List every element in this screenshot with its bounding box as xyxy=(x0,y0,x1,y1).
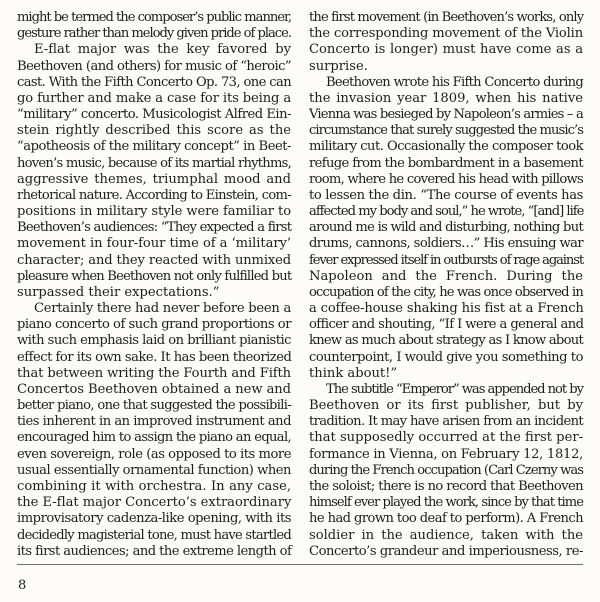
text-line: The subtitle “Emperor” was appended not by xyxy=(326,381,583,397)
footer-rule xyxy=(17,564,583,565)
text-line: formance in Vienna, on February 12, 1812, xyxy=(309,446,583,462)
text-line: cast. With the Fifth Concerto Op. 73, one can xyxy=(17,74,292,90)
text-line: E-flat major was the key favored by xyxy=(34,42,291,58)
text-line: counterpoint, I would give you something to xyxy=(309,349,583,365)
text-line: positions in military style were familiar to xyxy=(17,204,291,220)
text-line: to lessen the din. “The course of events has xyxy=(309,187,584,203)
text-line: the invasion year 1809, when his native xyxy=(309,90,583,106)
text-line: think about!” xyxy=(309,365,398,381)
text-line: during the French occupation (Carl Czerny was xyxy=(309,462,583,478)
text-line: might be termed the composer’s public manner, xyxy=(17,10,292,25)
text-line: Beethoven’s audiences: “They expected a first xyxy=(17,220,292,236)
text-line: Napoleon and the French. During the xyxy=(309,268,583,284)
text-line: Concerto is longer) must have come as a xyxy=(309,42,583,58)
text-line: knew as much about strategy as I know about xyxy=(309,333,583,349)
text-line: the corresponding movement of the Violin xyxy=(309,26,584,42)
text-line: decidedly magisterial tone, must have startled xyxy=(17,527,291,543)
text-line: surprise. xyxy=(309,58,368,74)
text-line: the first movement (in Beethoven’s works, only xyxy=(309,10,584,25)
text-line: hoven’s music, because of its martial rhythms, xyxy=(17,155,291,171)
text-line: with such emphasis laid on brilliant pianistic xyxy=(17,333,291,349)
text-line: ties inherent in an improved instrument and xyxy=(17,414,292,430)
text-line: drums, cannons, soldiers…” His ensuing war xyxy=(309,236,584,252)
text-line: Beethoven wrote his Fifth Concerto during xyxy=(326,74,584,90)
text-line: Certainly there had never before been a xyxy=(34,301,292,317)
text-line: its first audiences; and the extreme length of xyxy=(17,543,292,559)
text-line: gesture rather than melody given pride of place. xyxy=(17,26,291,42)
text-line: Vienna was besieged by Napoleon’s armies – a xyxy=(309,107,583,123)
text-line: pleasure when Beethoven not only fulfilled but xyxy=(17,268,292,284)
text-line: around me is wild and disturbing, nothing but xyxy=(309,220,584,236)
page-number: 8 xyxy=(18,578,27,593)
text-line: Beethoven or its first publisher, but by xyxy=(309,398,583,414)
text-line: rhetorical nature. According to Einstein, com- xyxy=(17,187,291,203)
text-line: affected my body and soul,” he wrote, “[and] life xyxy=(309,204,584,220)
left-text-column xyxy=(17,10,291,560)
text-line: Concerto’s grandeur and imperiousness, re- xyxy=(309,543,583,559)
text-line: effect for its own sake. It has been theorized xyxy=(17,349,292,365)
text-line: encouraged him to assign the piano an equal, xyxy=(17,430,291,446)
text-line: the E-flat major Concerto’s extraordinary xyxy=(17,495,292,511)
text-line: fever expressed itself in outbursts of rage against xyxy=(309,252,583,268)
text-line: tradition. It may have arisen from an incident xyxy=(309,414,584,430)
text-line: even sovereign, role (as opposed to its more xyxy=(17,446,291,462)
text-line: combining it with orchestra. In any case, xyxy=(17,478,291,494)
text-line: aggressive themes, triumphal mood and xyxy=(17,171,291,187)
text-line: movement in four-four time of a ‘military’ xyxy=(17,236,291,252)
text-line: stein rightly described this score as the xyxy=(17,123,291,139)
text-line: go further and make a case for its being a xyxy=(17,90,292,106)
text-line: military cut. Occasionally the composer took xyxy=(309,139,583,155)
text-line: better piano, one that suggested the possibili- xyxy=(17,398,291,414)
text-line: character; and they reacted with unmixed xyxy=(17,252,291,268)
text-line: circumstance that surely suggested the music’s xyxy=(309,123,583,139)
text-line: the soloist; there is no record that Beethoven xyxy=(309,478,583,494)
text-line: room, where he covered his head with pillows xyxy=(309,171,583,187)
text-line: refuge from the bombardment in a basement xyxy=(309,155,584,171)
right-text-column xyxy=(309,10,583,560)
text-line: piano concerto of such grand proportions or xyxy=(17,317,292,333)
text-line: surpassed their expectations.” xyxy=(17,284,220,300)
text-line: he had grown too deaf to perform). A French xyxy=(309,511,584,527)
text-line: that supposedly occurred at the first per- xyxy=(309,430,583,446)
text-line: “military” concerto. Musicologist Alfred Ein- xyxy=(17,107,292,123)
text-line: Concertos Beethoven obtained a new and xyxy=(17,381,291,397)
text-line: “apotheosis of the military concept” in Beet- xyxy=(17,139,292,155)
text-line: Beethoven (and others) for music of “heroic” xyxy=(17,58,292,74)
text-line: improvisatory cadenza-like opening, with its xyxy=(17,511,291,527)
text-line: soldier in the audience, taken with the xyxy=(309,527,583,543)
text-line: himself ever played the work, since by that time xyxy=(309,495,583,511)
text-line: officer and shouting, “If I were a general and xyxy=(309,317,584,333)
text-line: a coffee-house shaking his fist at a French xyxy=(309,301,584,317)
text-line: that between writing the Fourth and Fifth xyxy=(17,365,291,381)
text-line: usual essentially ornamental function) when xyxy=(17,462,292,478)
text-line: occupation of the city, he was once observed in xyxy=(309,284,583,300)
